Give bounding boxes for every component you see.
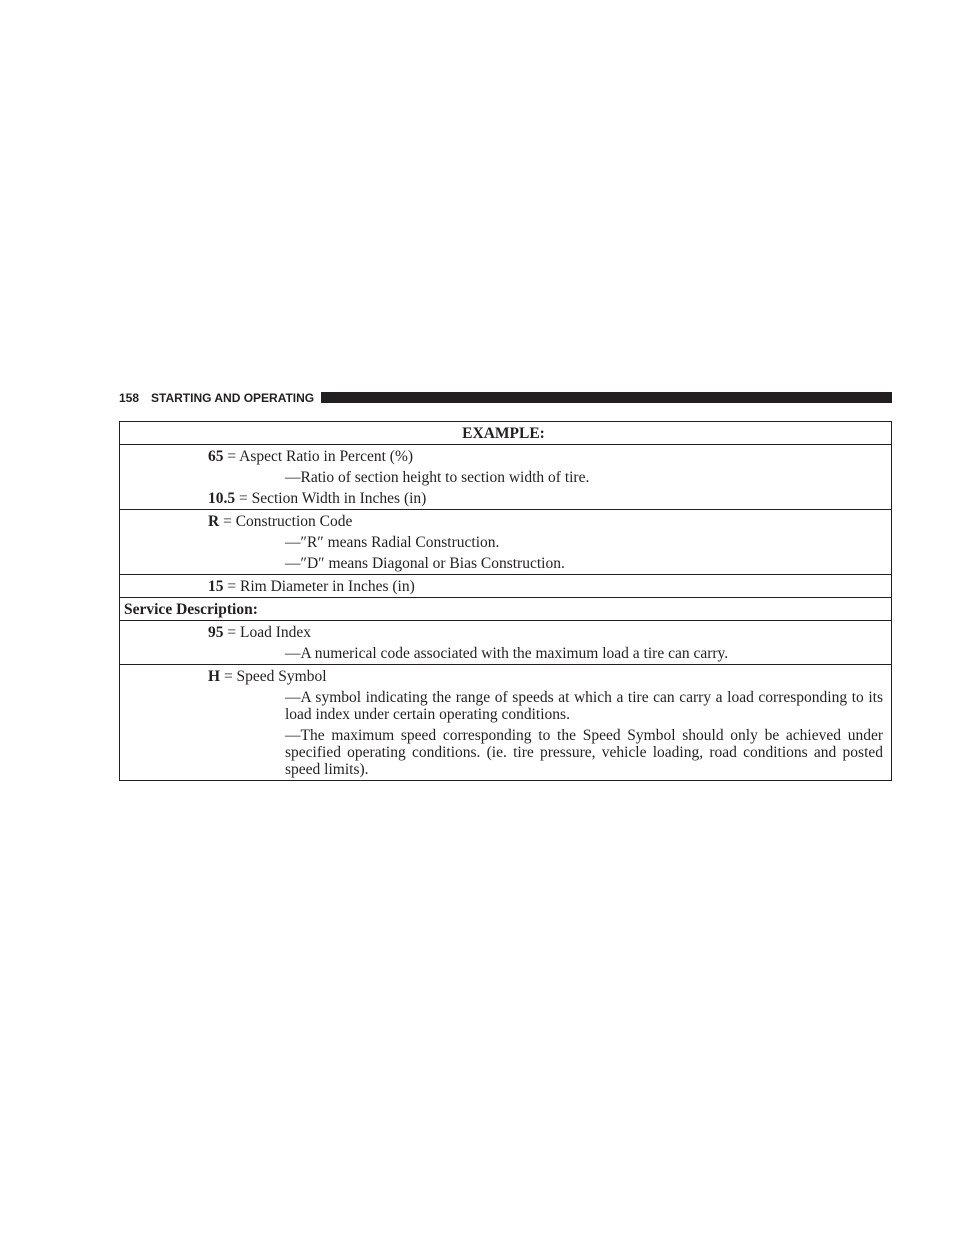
section-title: STARTING AND OPERATING: [151, 390, 315, 405]
entry-note: —Ratio of section height to section width of tire.: [285, 469, 590, 486]
entry-label: = Rim Diameter in Inches (in): [227, 578, 415, 595]
entry-section-width: [124, 490, 883, 507]
entry-code: H: [208, 668, 221, 685]
entry-note: —A symbol indicating the range of speeds at which a tire can carry a load corresponding to its load index under certain operating conditions.: [285, 689, 883, 723]
table-section-row: [120, 598, 892, 621]
entry-code: 95: [208, 624, 224, 641]
entry-label: = Speed Symbol: [223, 668, 327, 685]
table-row: [120, 621, 892, 665]
entry-label: = Aspect Ratio in Percent (%): [227, 448, 414, 465]
table-row: [120, 445, 892, 510]
entry-label: = Load Index: [227, 624, 312, 641]
entry-note: —″R″ means Radial Construction.: [285, 534, 500, 551]
page-header: [119, 390, 892, 405]
header-rule: [321, 392, 892, 403]
page-number: 158: [119, 390, 140, 405]
entry-code: 15: [208, 578, 224, 595]
tire-code-table: [119, 421, 892, 781]
table-row: [120, 575, 892, 598]
entry-note: —A numerical code associated with the maximum load a tire can carry.: [285, 645, 729, 662]
entry-speed-symbol: [124, 668, 883, 685]
table-row: [120, 510, 892, 575]
table-title-row: [120, 422, 892, 445]
entry-construction-code: [124, 513, 883, 530]
entry-label: = Construction Code: [223, 513, 353, 530]
entry-load-index: [124, 624, 883, 641]
entry-rim-diameter: [124, 578, 883, 595]
entry-code: R: [208, 513, 220, 530]
entry-code: 65: [208, 448, 224, 465]
entry-label: = Section Width in Inches (in): [239, 490, 427, 507]
entry-aspect-ratio: [124, 448, 883, 465]
section-heading: Service Description:: [124, 601, 258, 618]
table-title: EXAMPLE:: [120, 422, 892, 445]
entry-note: —″D″ means Diagonal or Bias Construction.: [285, 555, 565, 572]
table-row: [120, 665, 892, 781]
entry-note: —The maximum speed corresponding to the Speed Symbol should only be achieved under specified operating conditions. (ie. tire pressure, vehicle loading, road conditions and posted speed limits).: [285, 727, 883, 778]
entry-code: 10.5: [208, 490, 236, 507]
